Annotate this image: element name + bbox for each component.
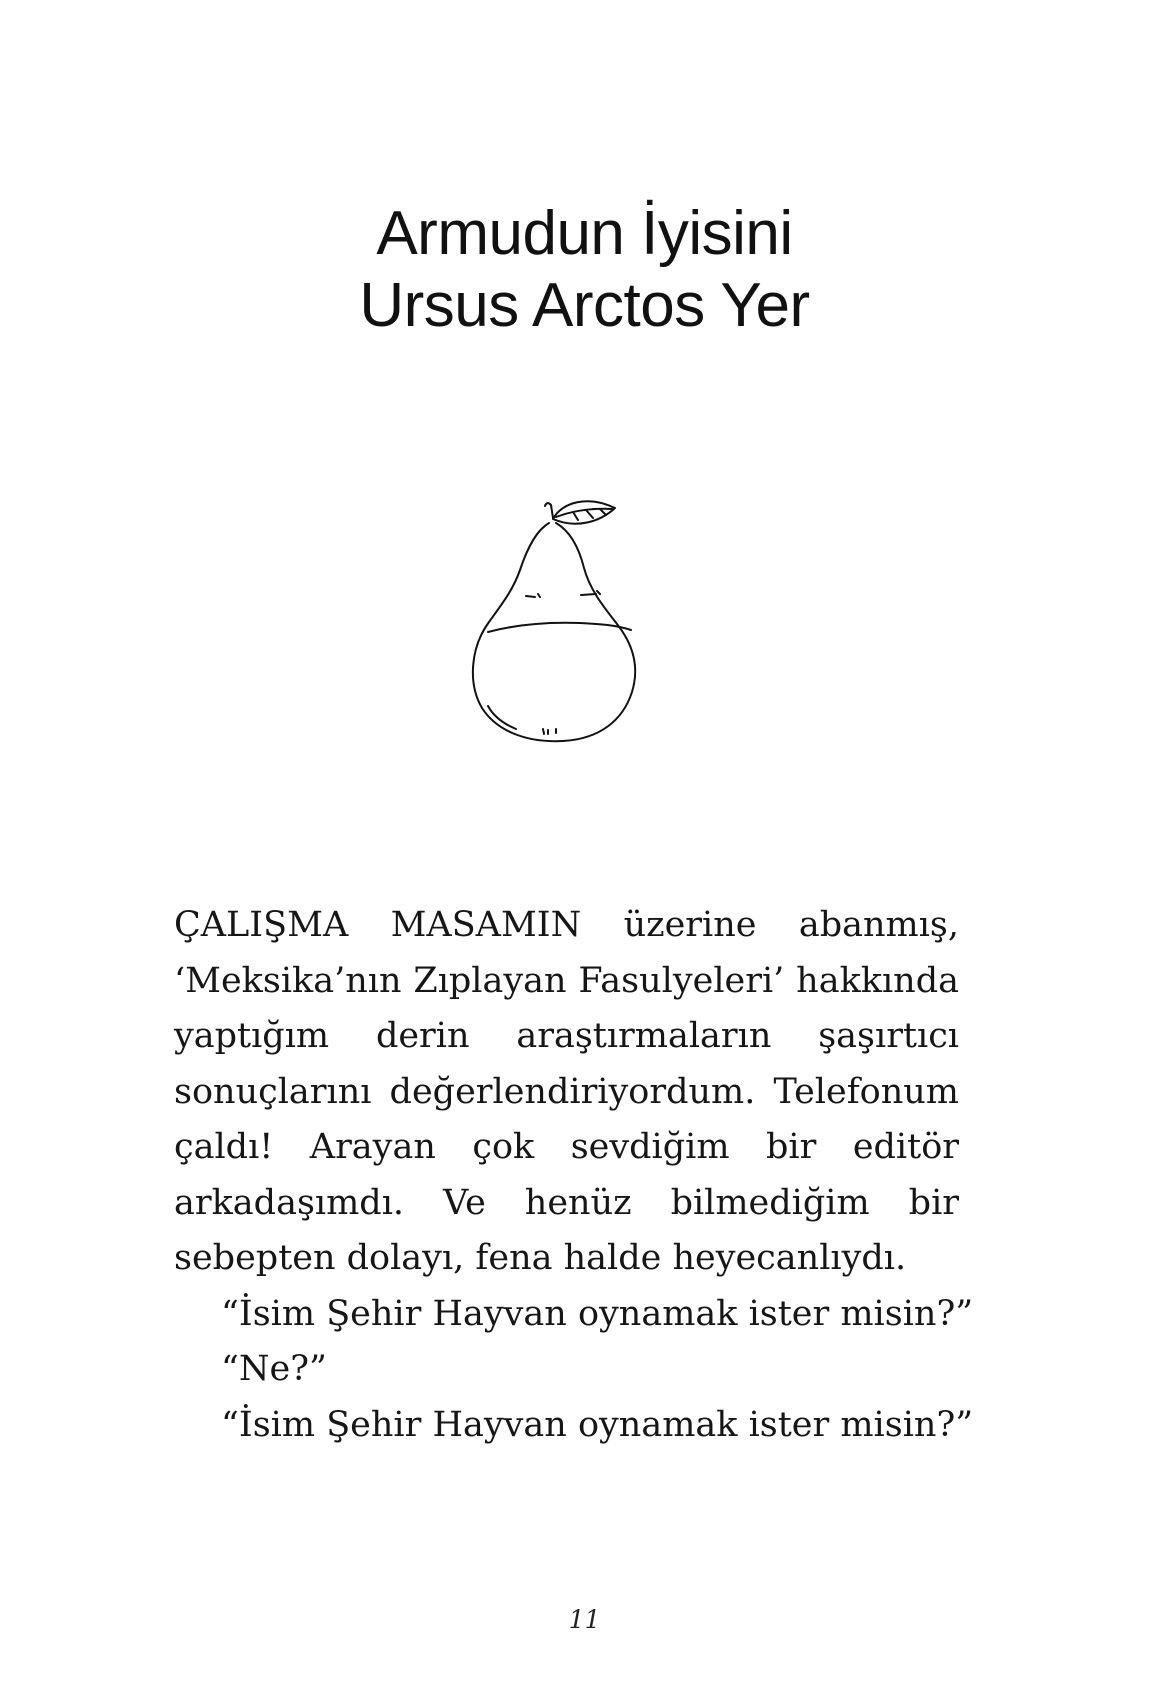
chapter-title	[0, 198, 1169, 342]
chapter-title-line-1: Armudun İyisini	[376, 199, 793, 268]
page-number: 11	[568, 1605, 601, 1634]
dialog-line-2: “Ne?”	[221, 1349, 327, 1389]
dialog-line-3: “İsim Şehir Hayvan oynamak ister misin?”	[221, 1404, 974, 1445]
chapter-title-line-2: Ursus Arctos Yer	[359, 271, 810, 340]
chapter-body	[174, 898, 974, 1453]
pear-with-face-icon	[460, 498, 680, 778]
body-paragraph: ÇALIŞMA MASAMIN üzerine abanmış, ‘Meksika’nın Zıplayan Fasulyeleri’ hakkında yaptığım derin araştırmaların şaşırtıcı sonuçlarını değerlendiriyordum. Telefonum çaldı! Arayan çok sevdiğim bir editör arkadaşımdı. Ve henüz bilmediğim bir sebepten dolayı, fena halde heyecanlıydı.	[174, 905, 959, 1278]
dialog-line-1: “İsim Şehir Hayvan oynamak ister misin?”	[221, 1293, 974, 1334]
